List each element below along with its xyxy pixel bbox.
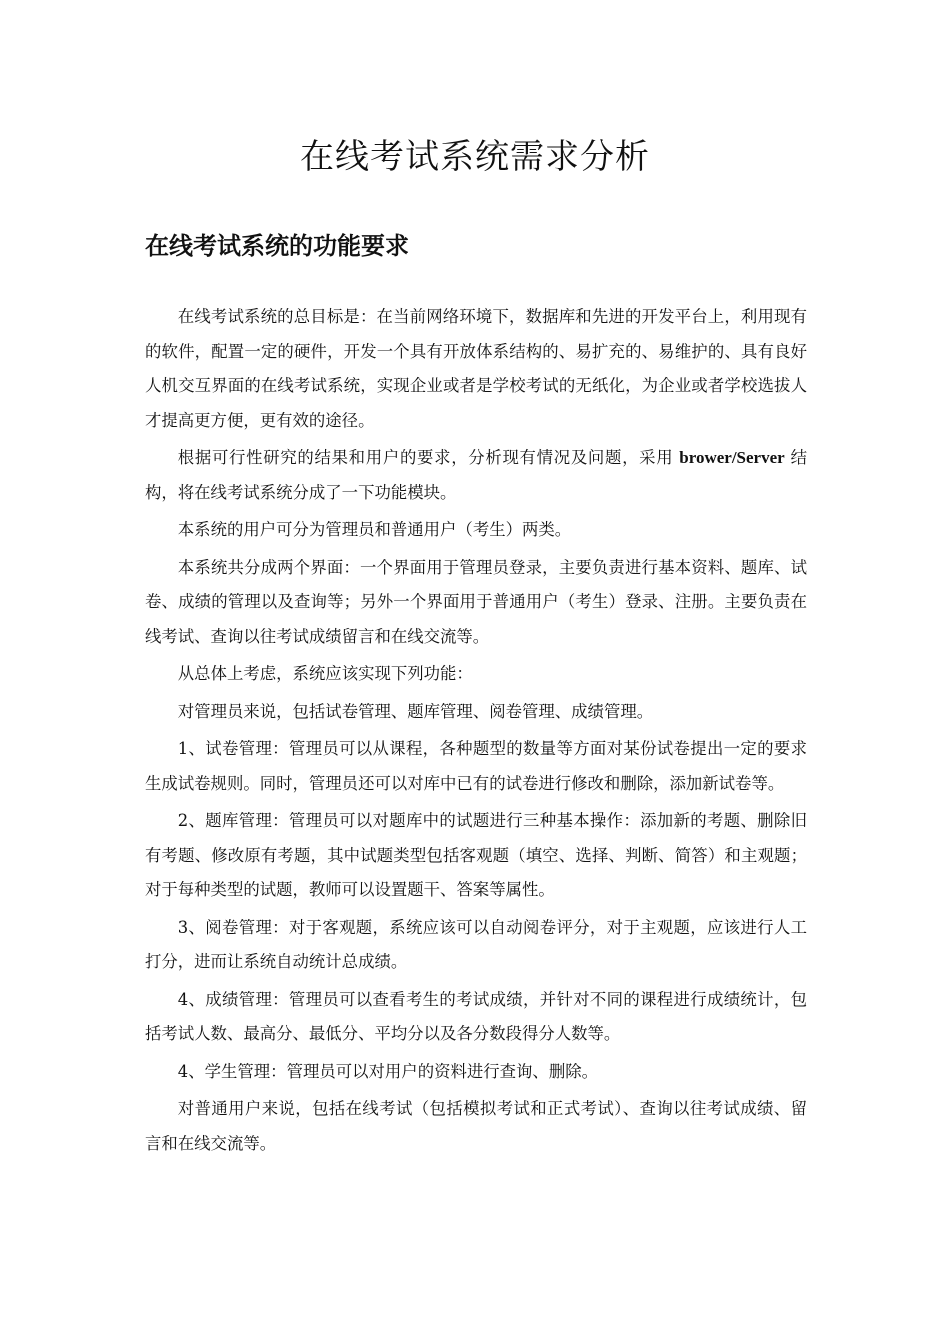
paragraph: 2、题库管理：管理员可以对题库中的试题进行三种基本操作：添加新的考题、删除旧有考题、修改原有考题，其中试题类型包括客观题（填空、选择、判断、简答）和主观题；对于每种类型的试题，教师可以设置题干、答案等属性。: [145, 811, 807, 899]
paragraph: 本系统共分成两个界面：一个界面用于管理员登录，主要负责进行基本资料、题库、试卷、成绩的管理以及查询等；另外一个界面用于普通用户（考生）登录、注册。主要负责在线考试、查询以往考试成绩留言和在线交流等。: [145, 557, 807, 646]
paragraph: 在线考试系统的总目标是：在当前网络环境下，数据库和先进的开发平台上，利用现有的软件，配置一定的硬件，开发一个具有开放体系结构的、易扩充的、易维护的、具有良好人机交互界面的在线考试系统，实现企业或者是学校考试的无纸化，为企业或者学校选拔人才提高更方便，更有效的途径。: [145, 307, 807, 430]
paragraph-text: 根据可行性研究的结果和用户的要求，分析现有情况及问题，采用: [177, 448, 680, 467]
document-title: 在线考试系统需求分析: [300, 137, 650, 177]
section-heading: 在线考试系统的功能要求: [145, 232, 409, 260]
paragraph: 本系统的用户可分为管理员和普通用户（考生）两类。: [177, 520, 572, 539]
paragraph: 4、成绩管理：管理员可以查看考生的考试成绩，并针对不同的课程进行成绩统计，包括考试人数、最高分、最低分、平均分以及各分数段得分人数等。: [145, 989, 807, 1043]
paragraph: 1、试卷管理：管理员可以从课程，各种题型的数量等方面对某份试卷提出一定的要求生成试卷规则。同时，管理员还可以对库中已有的试卷进行修改和删除，添加新试卷等。: [145, 739, 807, 793]
bold-term: brower/Server: [679, 448, 785, 467]
paragraph: [145, 441, 807, 510]
paragraph: 对管理员来说，包括试卷管理、题库管理、阅卷管理、成绩管理。: [177, 701, 654, 721]
paragraph: 3、阅卷管理：对于客观题，系统应该可以自动阅卷评分，对于主观题，应该进行人工打分，进而让系统自动统计总成绩。: [145, 917, 807, 971]
paragraph-text: 结构，将在线考试系统分成了一下功能模块。: [145, 448, 807, 502]
document-body: [145, 300, 807, 1164]
paragraph: 对普通用户来说，包括在线考试（包括模拟考试和正式考试）、查询以往考试成绩、留言和在线交流等。: [145, 1099, 807, 1153]
paragraph: 从总体上考虑，系统应该实现下列功能：: [177, 664, 473, 683]
paragraph: 4、学生管理：管理员可以对用户的资料进行查询、删除。: [177, 1061, 598, 1081]
